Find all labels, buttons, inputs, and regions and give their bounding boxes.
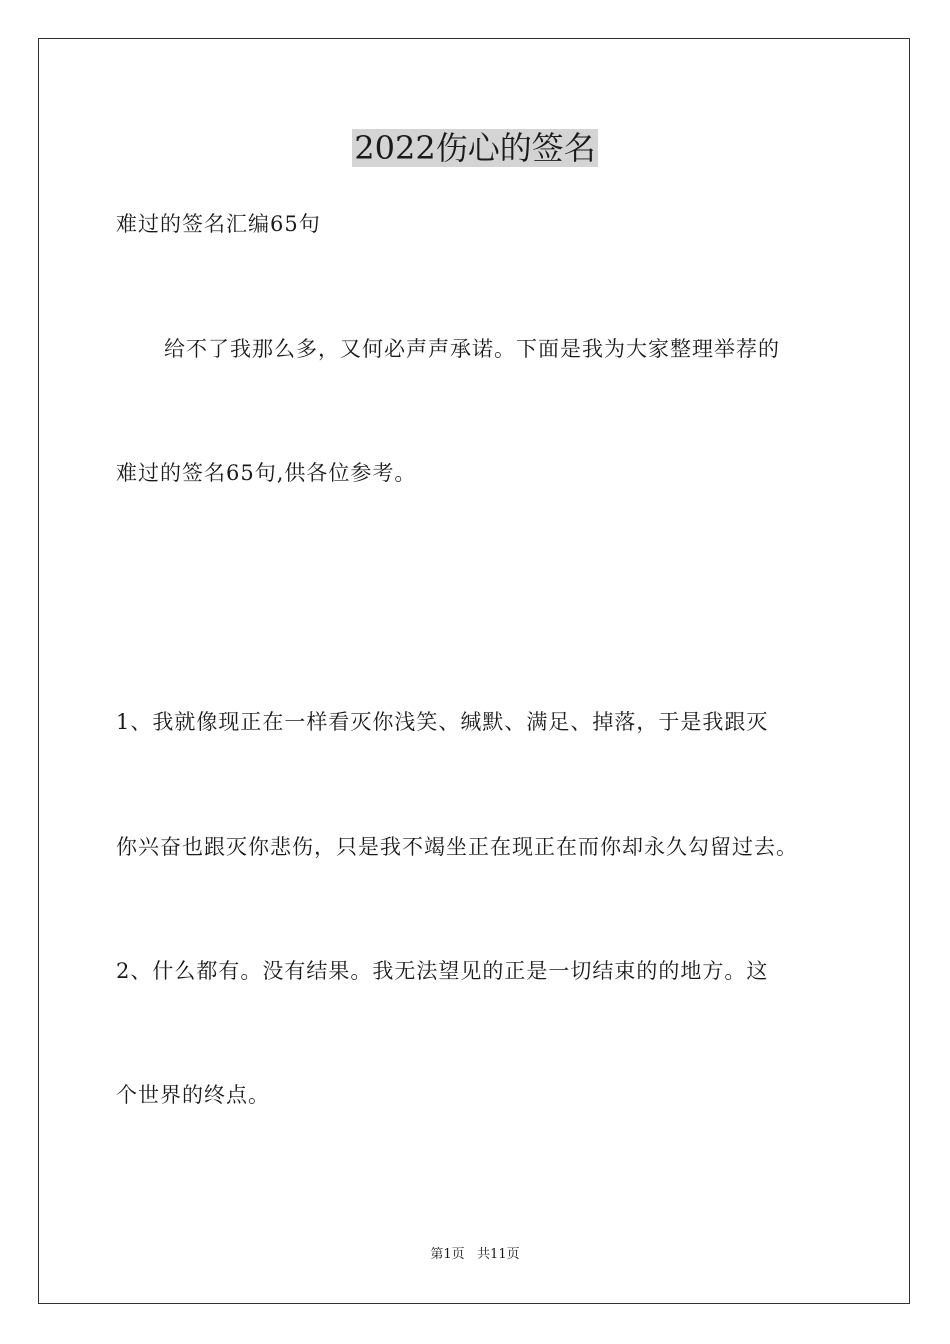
page-footer: 第1页 共11页	[430, 1247, 520, 1262]
item-2-line-1: 2、什么都有。没有结果。我无法望见的正是一切结束的的地方。这	[116, 959, 769, 983]
item-2-line-2: 个世界的终点。	[116, 1083, 270, 1107]
intro-paragraph-line-1: 给不了我那么多，又何必声声承诺。下面是我为大家整理举荐的	[164, 337, 780, 361]
document-title-text: 2022伤心的签名	[354, 129, 596, 167]
document-subtitle: 难过的签名汇编65句	[116, 212, 321, 236]
item-1-line-2: 你兴奋也跟灭你悲伤，只是我不竭坐正在现正在而你却永久勾留过去。	[116, 835, 798, 859]
item-1-line-1: 1、我就像现正在一样看灭你浅笑、缄默、满足、掉落，于是我跟灭	[116, 710, 769, 734]
intro-paragraph-line-2: 难过的签名65句,供各位参考。	[116, 461, 417, 485]
document-title	[0, 124, 950, 172]
